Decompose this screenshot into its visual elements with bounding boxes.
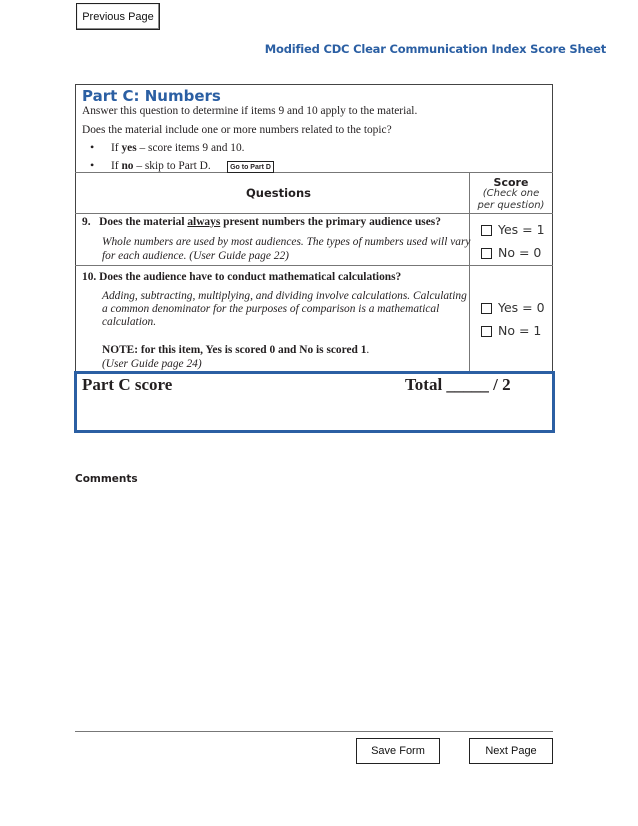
part-c-instruction: Answer this question to determine if items 9 and 10 apply to the material. (82, 105, 418, 117)
part-c-title: Part C: Numbers (82, 87, 221, 105)
item10-note: Adding, subtracting, multiplying, and dividing involve calculations. Calculating a common denominator for the purposes of comparison is a mathematical calculation. (102, 290, 467, 328)
go-to-part-d-button[interactable]: Go to Part D (227, 161, 274, 173)
item10-yes-checkbox[interactable] (481, 303, 492, 314)
bullet-icon: • (90, 158, 95, 172)
total-score[interactable]: Total _____ / 2 (405, 375, 511, 394)
questions-header: Questions (246, 186, 311, 200)
sheet-title: Modified CDC Clear Communication Index Score Sheet (264, 42, 606, 56)
next-page-button[interactable]: Next Page (469, 738, 553, 764)
item10-guide-ref: (User Guide page 24) (102, 358, 202, 370)
bullet-icon: • (90, 140, 95, 154)
score-header: Score (493, 176, 529, 189)
bullet-yes: If yes – score items 9 and 10. (111, 142, 245, 154)
comments-divider (75, 731, 553, 732)
divider-item9 (75, 265, 553, 266)
divider-header (75, 213, 553, 214)
part-c-score-label: Part C score (82, 375, 173, 394)
item9-yes-checkbox[interactable] (481, 225, 492, 236)
item9-no-checkbox[interactable] (481, 248, 492, 259)
comments-label: Comments (75, 473, 138, 485)
item9-question: 9. Does the material always present numbers the primary audience uses? (82, 216, 441, 228)
item9-note: Whole numbers are used by most audiences. The types of numbers used will vary for each audience. (User Guide page 22) (102, 236, 471, 262)
previous-page-button[interactable]: Previous Page (76, 3, 160, 30)
item10-no-label: No = 1 (498, 323, 542, 338)
item10-scoring-note: NOTE: for this item, Yes is scored 0 and No is scored 1. (102, 344, 370, 356)
item10-no-checkbox[interactable] (481, 326, 492, 337)
item9-yes-label: Yes = 1 (498, 222, 545, 237)
part-c-question: Does the material include one or more numbers related to the topic? (82, 124, 392, 136)
item10-yes-label: Yes = 0 (498, 300, 545, 315)
item10-question: 10. Does the audience have to conduct mathematical calculations? (82, 271, 402, 283)
item9-no-label: No = 0 (498, 245, 542, 260)
bullet-no: If no – skip to Part D. (111, 160, 211, 172)
score-subheader: (Check one per question) (477, 188, 545, 211)
save-form-button[interactable]: Save Form (356, 738, 440, 764)
